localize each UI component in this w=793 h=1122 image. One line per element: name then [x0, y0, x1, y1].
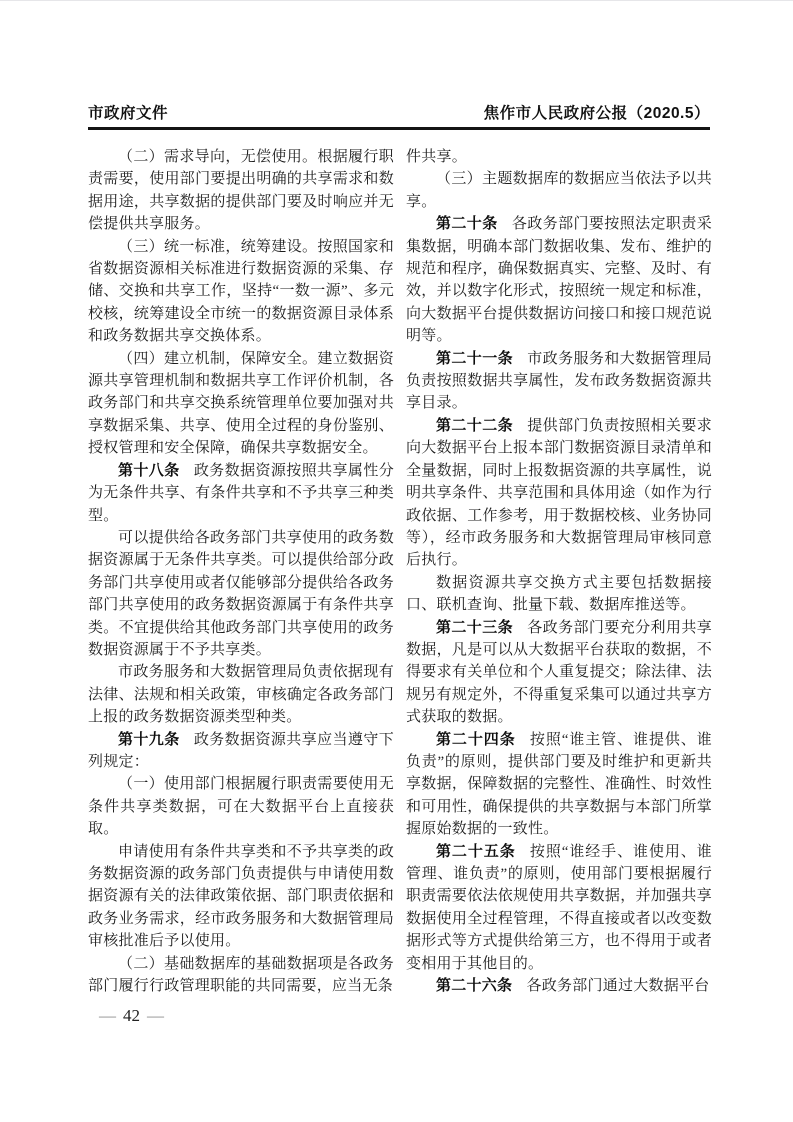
- paragraph: [88, 773, 394, 840]
- paragraph: [406, 841, 712, 975]
- page-footer: [99, 1004, 164, 1028]
- paragraph: [88, 729, 394, 774]
- paragraph-text: 按照“谁经手、谁使用、谁管理、谁负责”的原则，使用部门要根据履行职责需要依法依规使用共享数据，并加强共享数据使用全过程管理，不得直接或者以改变数据形式等方式提供给第三方，也不得用于或者变相用于其他目的。: [406, 843, 712, 972]
- article-number: 第二十五条: [436, 842, 516, 860]
- paragraph-text: 各政务部门通过大数据平台: [526, 978, 710, 995]
- paragraph: [88, 348, 394, 460]
- article-number: 第二十一条: [436, 349, 514, 367]
- paragraph-text: 按照“谁主管、谁提供、谁负责”的原则，提供部门要及时维护和更新共享数据，保障数据的完整性、准确性、时效性和可用性，确保提供的共享数据与本部门所掌握原始数据的一致性。: [406, 731, 712, 838]
- column-right: [406, 146, 712, 997]
- footer-right-dash: —: [147, 1006, 164, 1025]
- paragraph-text: 申请使用有条件共享类和不予共享类的政务数据资源的政务部门负责提供与申请使用数据资源有关的法律政策依据、部门职责依据和政务业务需求，经市政务服务和大数据管理局审核批准后予以使用。: [88, 843, 394, 950]
- paragraph: [88, 661, 394, 728]
- paragraph: [88, 236, 394, 348]
- paragraph-text: 政务数据资源共享应当遵守下列规定：: [88, 731, 394, 770]
- article-number: 第十八条: [118, 461, 180, 479]
- paragraph: [406, 168, 712, 213]
- article-number: 第二十二条: [436, 416, 514, 434]
- paragraph-text: 数据资源共享交换方式主要包括数据接口、联机查询、批量下载、数据库推送等。: [406, 574, 712, 614]
- paragraph-text: 市政务服务和大数据管理局负责按照数据共享属性，发布政务数据资源共享目录。: [406, 350, 712, 412]
- article-number: 第二十条: [436, 215, 498, 233]
- article-number: 第二十四条: [436, 730, 516, 748]
- paragraph-text: （一）使用部门根据履行职责需要使用无条件共享类数据，可在大数据平台上直接获取。: [88, 776, 394, 838]
- article-number: 第二十六条: [436, 977, 513, 995]
- paragraph: [88, 146, 394, 236]
- header-section-title: 市政府文件: [88, 105, 169, 122]
- paragraph: [406, 415, 712, 572]
- paragraph: [406, 348, 712, 415]
- paragraph: [406, 213, 712, 347]
- paragraph: [406, 975, 712, 997]
- paragraph-text: （四）建立机制，保障安全。建立数据资源共享管理机制和数据共享工作评价机制，各政务部门和共享交换系统管理单位要加强对共享数据采集、共享、使用全过程的身份鉴别、授权管理和安全保障，确保共享数据安全。: [88, 350, 394, 457]
- footer-left-dash: —: [99, 1006, 116, 1025]
- paragraph-text: （三）统一标准，统筹建设。按照国家和省数据资源相关标准进行数据资源的采集、存储、交换和共享工作，坚持“一数一源”、多元校核，统筹建设全市统一的数据资源目录体系和政务数据共享交换体系。: [88, 238, 394, 345]
- page-top-edge: [0, 0, 793, 1]
- paragraph-text: 提供部门负责按照相关要求向大数据平台上报本部门数据资源目录清单和全量数据，同时上报数据资源的共享属性，说明共享条件、共享范围和具体用途（如作为行政依据、工作参考，用于数据校核、业务协同等），经市政务服务和大数据管理局审核同意后执行。: [406, 417, 712, 569]
- paragraph: [406, 572, 712, 617]
- paragraph: [88, 841, 394, 953]
- footer-page-number: 42: [123, 1006, 140, 1025]
- paragraph: [88, 460, 394, 527]
- column-left: [88, 146, 394, 997]
- paragraph: [406, 617, 712, 729]
- paragraph: [88, 527, 394, 661]
- article-number: 第十九条: [118, 730, 180, 748]
- paragraph: [88, 953, 394, 998]
- paragraph-text: 可以提供给各政务部门共享使用的政务数据资源属于无条件共享类。可以提供给部分政务部门共享使用或者仅能够部分提供给各政务部门共享使用的政务数据资源属于有条件共享类。不宜提供给其他政务部门共享使用的政务数据资源属于不予共享类。: [88, 529, 394, 658]
- paragraph-text: 政务数据资源按照共享属性分为无条件共享、有条件共享和不予共享三种类型。: [88, 462, 394, 524]
- paragraph-text: 件共享。: [406, 149, 468, 165]
- paragraph: [406, 146, 712, 168]
- article-number: 第二十三条: [436, 618, 514, 636]
- paragraph-text: 各政务部门要按照法定职责采集数据，明确本部门数据收集、发布、维护的规范和程序，确保数据真实、完整、及时、有效，并以数字化形式，按照统一规定和标准，向大数据平台提供数据访问接口和接口规范说明等。: [406, 216, 712, 345]
- paragraph-text: 市政务服务和大数据管理局负责依据现有法律、法规和相关政策，审核确定各政务部门上报的政务数据资源类型种类。: [88, 664, 394, 726]
- header-gazette-title: 焦作市人民政府公报（2020.5）: [483, 105, 710, 122]
- paragraph-text: 各政务部门要充分利用共享数据，凡是可以从大数据平台获取的数据，不得要求有关单位和个人重复提交；除法律、法规另有规定外，不得重复采集可以通过共享方式获取的数据。: [406, 619, 712, 726]
- paragraph: [406, 729, 712, 841]
- paragraph-text: （二）需求导向，无偿使用。根据履行职责需要，使用部门要提出明确的共享需求和数据用途，共享数据的提供部门要及时响应并无偿提供共享服务。: [88, 149, 394, 233]
- paragraph-text: （二）基础数据库的基础数据项是各政务部门履行行政管理职能的共同需要，应当无条: [88, 955, 394, 995]
- document-body: [88, 146, 712, 997]
- paragraph-text: （三）主题数据库的数据应当依法予以共享。: [406, 171, 712, 210]
- page-header: [88, 101, 710, 123]
- header-rule: [88, 127, 710, 130]
